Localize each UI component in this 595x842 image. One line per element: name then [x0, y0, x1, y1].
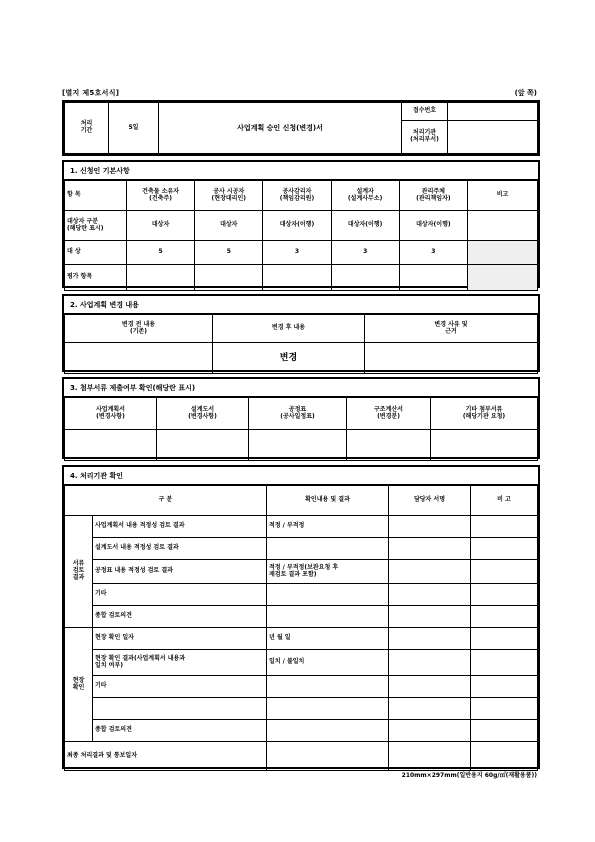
- column-header: 기타 첨부서류 (해당기관 요청): [431, 398, 538, 430]
- table-cell: [468, 241, 538, 265]
- row-label: 현장 확인 결과(사업계획서 내용과 일치 여부): [93, 650, 267, 676]
- table-cell: 대상자(이행): [399, 211, 467, 241]
- item-header: 항 목: [65, 181, 127, 211]
- section-attachments: [62, 377, 540, 459]
- row-label: 종합 검토의견: [93, 606, 267, 628]
- row-label: 기타: [93, 676, 267, 698]
- input-cell[interactable]: [399, 265, 467, 291]
- remark-cell[interactable]: [471, 606, 538, 628]
- section-1-title: 1. 신청인 기본사항: [64, 162, 538, 180]
- final-result-label: 최종 처리결과 및 통보일자: [65, 742, 267, 771]
- signature-cell[interactable]: [389, 650, 471, 676]
- form-number: [별지 제5호서식]: [62, 89, 120, 97]
- section-change: [62, 294, 540, 372]
- checkbox-cell[interactable]: [249, 430, 347, 461]
- table-cell: 5: [195, 241, 263, 265]
- table-cell: [468, 211, 538, 241]
- remark-cell[interactable]: [471, 516, 538, 538]
- remark-cell[interactable]: [471, 698, 538, 720]
- remark-cell[interactable]: [471, 628, 538, 650]
- input-cell[interactable]: [331, 265, 399, 291]
- input-cell[interactable]: [213, 343, 365, 374]
- column-header: 구조계산서 (변경분): [347, 398, 431, 430]
- column-header: 비고: [468, 181, 538, 211]
- processing-period-label: 처리 기간: [65, 103, 109, 154]
- row-value: [267, 676, 389, 698]
- signature-cell[interactable]: [389, 676, 471, 698]
- table-cell: 5: [127, 241, 195, 265]
- row-value: [267, 584, 389, 606]
- change-stamp: 변경: [279, 352, 298, 363]
- section-applicant: [62, 160, 540, 288]
- remark-cell[interactable]: [471, 560, 538, 584]
- receipt-number-label: 접수번호: [402, 103, 448, 121]
- title-block: [62, 100, 540, 156]
- row-label: 공정표 내용 적정성 검토 결과: [93, 560, 267, 584]
- column-header: 건축물 소유자 (건축주): [127, 181, 195, 211]
- table-cell: 3: [331, 241, 399, 265]
- remark-cell[interactable]: [471, 720, 538, 742]
- row-value: [267, 538, 389, 560]
- signature-cell[interactable]: [389, 720, 471, 742]
- checkbox-cell[interactable]: [65, 430, 157, 461]
- signature-cell[interactable]: [389, 584, 471, 606]
- column-header: 관리주체 (관리책임자): [399, 181, 467, 211]
- receipt-number-field[interactable]: [448, 103, 538, 121]
- column-header: 공사 시공자 (현장대리인): [195, 181, 263, 211]
- input-cell[interactable]: [65, 343, 213, 374]
- row-label: 설계도서 내용 적정성 검토 결과: [93, 538, 267, 560]
- section-3-title: 3. 첨부서류 제출여부 확인(해당란 표시): [64, 379, 538, 397]
- checkbox-cell[interactable]: [157, 430, 249, 461]
- row-label: 종합 검토의견: [93, 720, 267, 742]
- column-header: 비 고: [471, 486, 538, 516]
- table-cell: 대상자(이행): [331, 211, 399, 241]
- table-cell: 3: [399, 241, 467, 265]
- section-4-title: 4. 처리기관 확인: [64, 467, 538, 485]
- row-value: [267, 720, 389, 742]
- signature-cell[interactable]: [389, 698, 471, 720]
- row-label: [93, 698, 267, 720]
- processing-agency-field[interactable]: [448, 120, 538, 153]
- row-label: 기타: [93, 584, 267, 606]
- signature-cell[interactable]: [389, 538, 471, 560]
- remark-cell[interactable]: [471, 650, 538, 676]
- row-header: 대 상: [65, 241, 127, 265]
- column-header: 사업계획서 (변경사항): [65, 398, 157, 430]
- column-header: 구 분: [65, 486, 267, 516]
- group-label: 서류 검토 결과: [65, 516, 93, 628]
- section-confirmation: [62, 465, 540, 769]
- table-cell: 대상자: [195, 211, 263, 241]
- table-cell: [468, 265, 538, 291]
- row-value: [267, 698, 389, 720]
- signature-cell[interactable]: [389, 742, 471, 771]
- signature-cell[interactable]: [389, 560, 471, 584]
- row-header: 대상자 구분 (해당란 표시): [65, 211, 127, 241]
- column-header: 변경 전 내용 (기존): [65, 315, 213, 343]
- column-header: 확인내용 및 결과: [267, 486, 389, 516]
- input-cell[interactable]: [127, 265, 195, 291]
- column-header: 변경 후 내용: [213, 315, 365, 343]
- row-value: 년 월 일: [267, 628, 389, 650]
- column-header: 공사감리자 (책임감리원): [263, 181, 331, 211]
- table-cell: 대상자: [127, 211, 195, 241]
- input-cell[interactable]: [195, 265, 263, 291]
- section-2-title: 2. 사업계획 변경 내용: [64, 296, 538, 314]
- remark-cell[interactable]: [471, 584, 538, 606]
- input-cell[interactable]: [263, 265, 331, 291]
- final-result-value[interactable]: [267, 742, 389, 771]
- table-cell: 3: [263, 241, 331, 265]
- table-cell: 대상자(이행): [263, 211, 331, 241]
- row-label: 현장 확인 일자: [93, 628, 267, 650]
- page-label: (앞 쪽): [514, 89, 537, 97]
- row-header: 평가 항목: [65, 265, 127, 291]
- signature-cell[interactable]: [389, 606, 471, 628]
- row-value: 적정 / 부적정(보완요청 후 재검토 결과 포함): [267, 560, 389, 584]
- signature-cell[interactable]: [389, 516, 471, 538]
- processing-period-value: 5일: [109, 103, 159, 154]
- group-label: 현장 확인: [65, 628, 93, 742]
- checkbox-cell[interactable]: [347, 430, 431, 461]
- input-cell[interactable]: [365, 343, 538, 374]
- row-value: [267, 606, 389, 628]
- remark-cell[interactable]: [471, 676, 538, 698]
- row-value: 적정 / 부적정: [267, 516, 389, 538]
- paper-spec-footer: 210mm×297mm(일반용지 60g/㎡(재활용품)): [401, 772, 537, 779]
- signature-cell[interactable]: [389, 628, 471, 650]
- column-header: 설계자 (설계사무소): [331, 181, 399, 211]
- document-title: 사업계획 승인 신청(변경)서: [159, 103, 402, 154]
- row-value: 일치 / 불일치: [267, 650, 389, 676]
- column-header: 설계도서 (변경사항): [157, 398, 249, 430]
- processing-agency-label: 처리기관 (처리부서): [402, 120, 448, 153]
- remark-cell[interactable]: [471, 538, 538, 560]
- remark-cell[interactable]: [471, 742, 538, 771]
- column-header: 담당자 서명: [389, 486, 471, 516]
- column-header: 변경 사유 및 근거: [365, 315, 538, 343]
- checkbox-cell[interactable]: [431, 430, 538, 461]
- column-header: 공정표 (공사일정표): [249, 398, 347, 430]
- row-label: 사업계획서 내용 적정성 검토 결과: [93, 516, 267, 538]
